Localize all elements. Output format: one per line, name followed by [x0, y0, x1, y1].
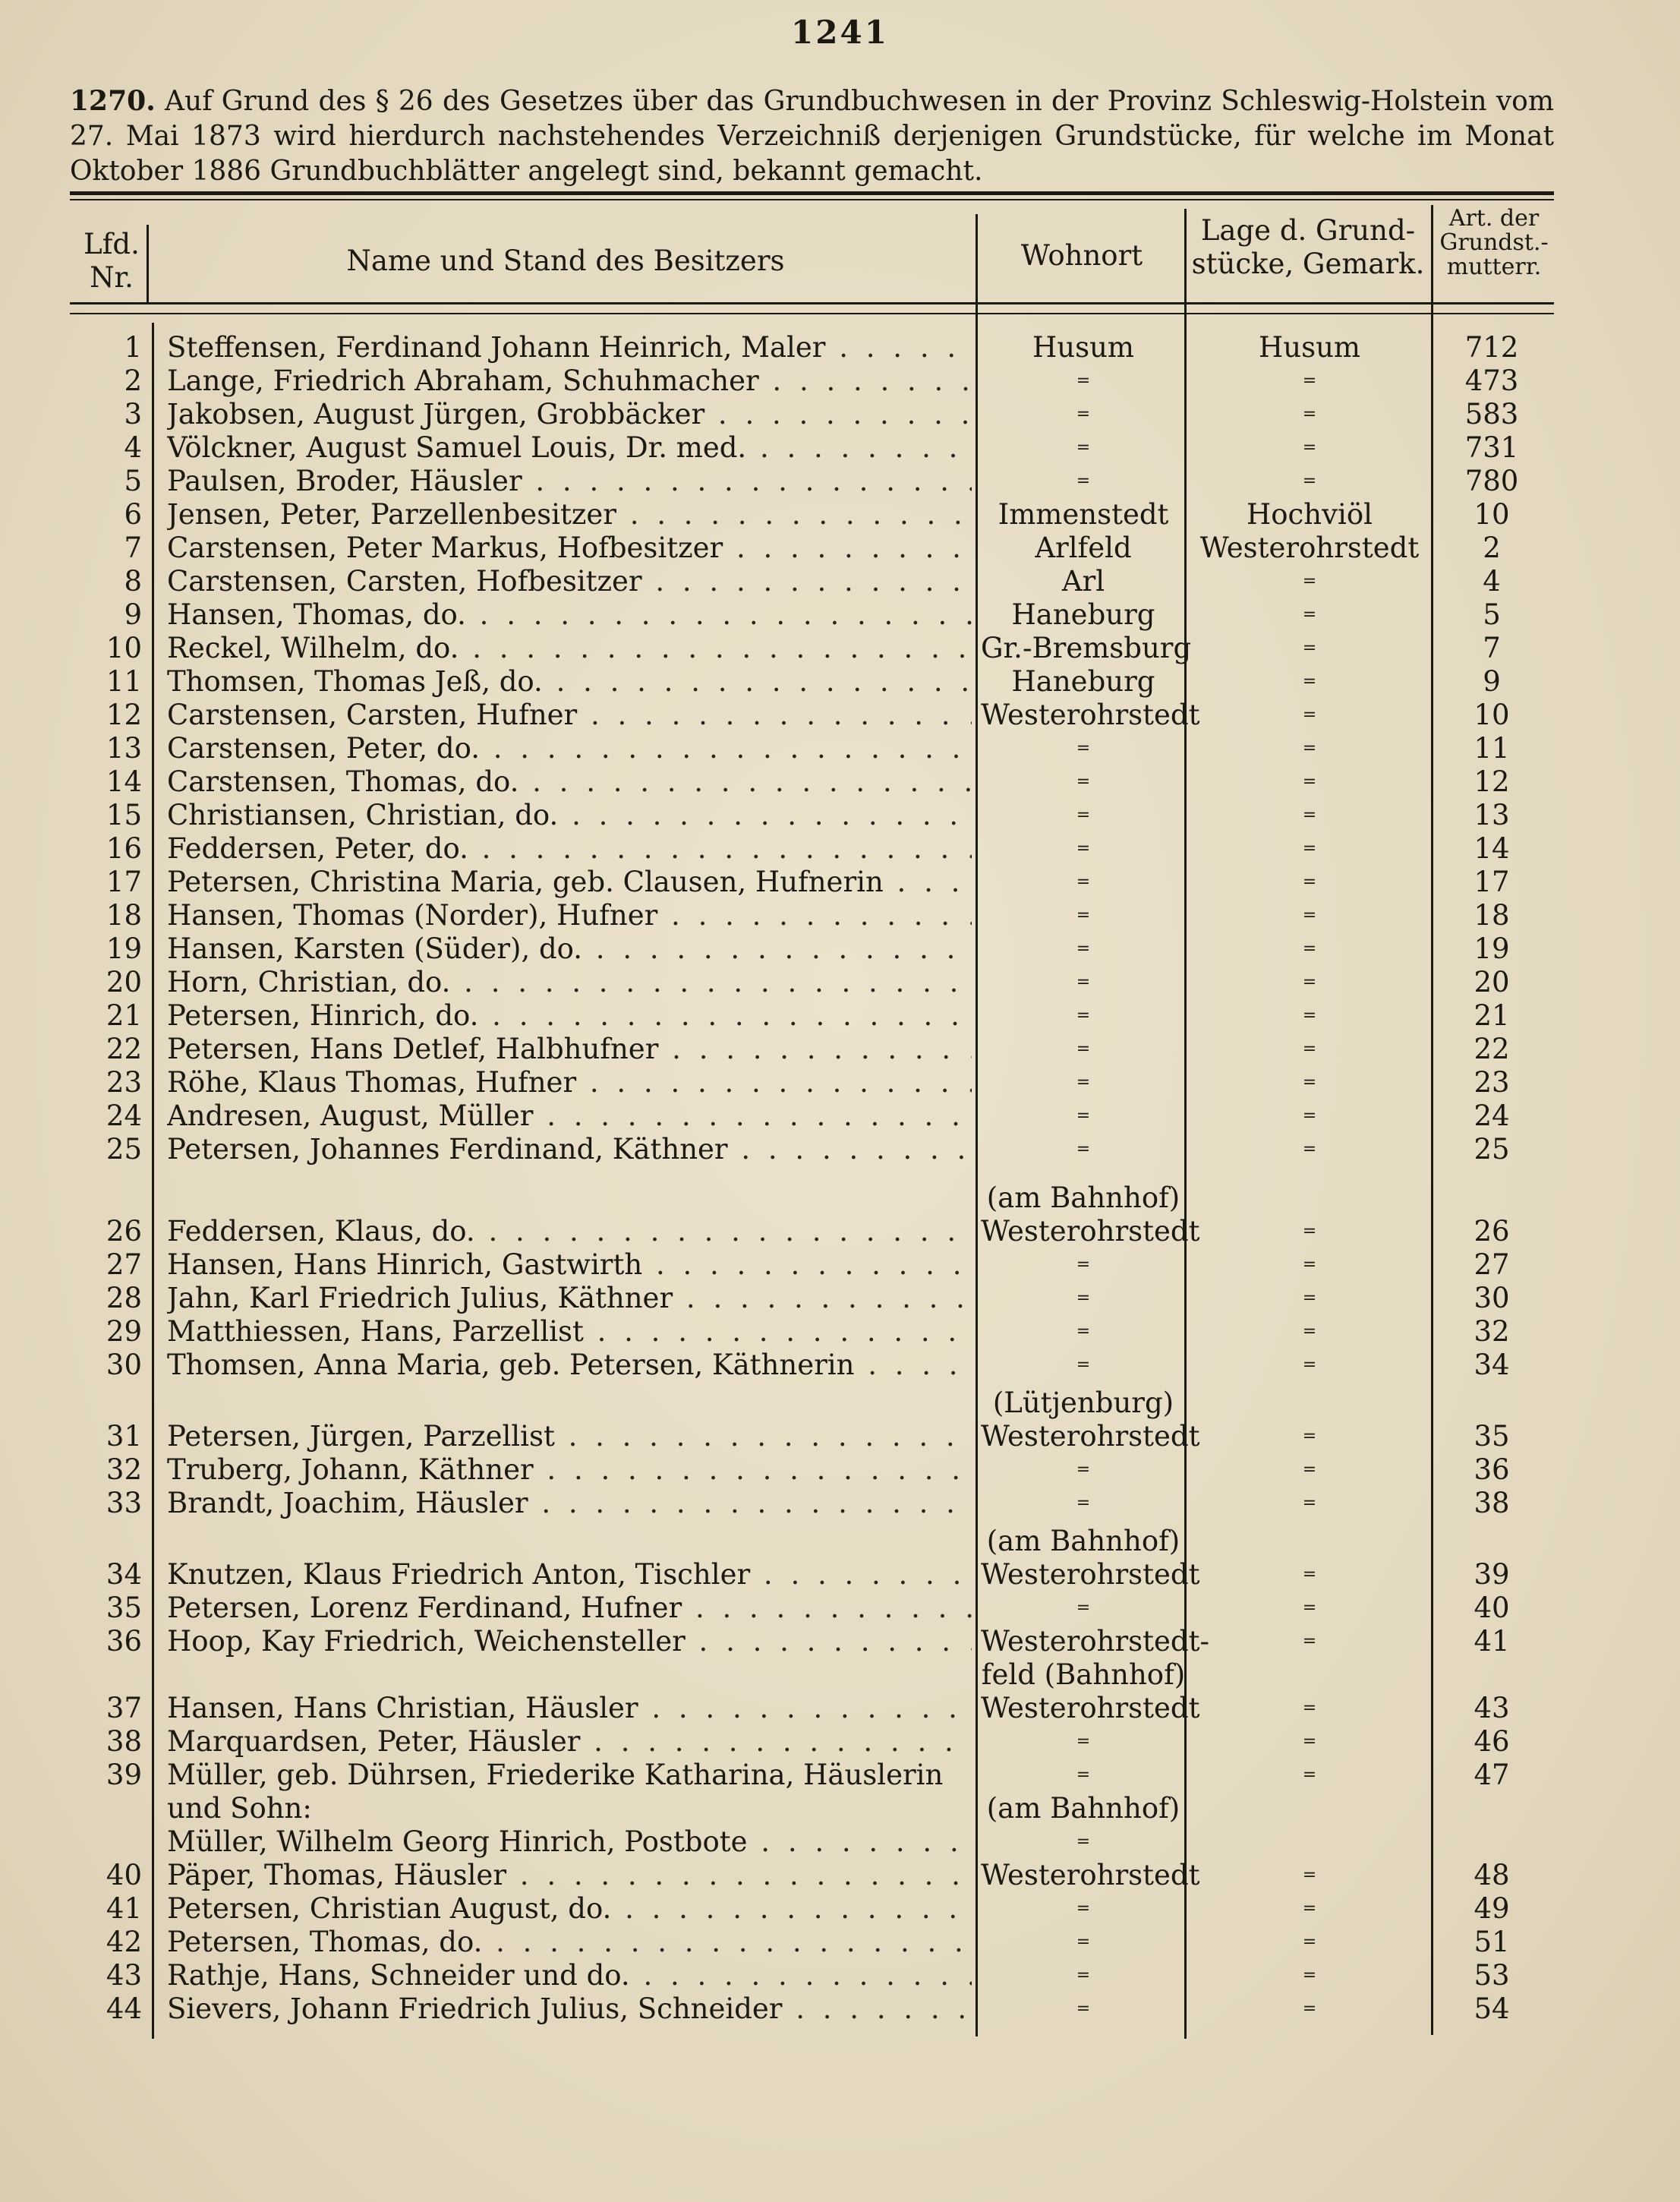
row-nr: 44: [106, 1992, 142, 2025]
row-art: 51: [1474, 1926, 1510, 1958]
row-nr: 43: [106, 1959, 142, 1992]
row-wohnort: =: [1076, 1899, 1091, 1918]
table-row: [0, 1181, 1680, 1215]
header-lage-line2: stücke, Gemark.: [1191, 248, 1425, 280]
row-nr: 2: [124, 364, 142, 397]
notice-number: 1270.: [70, 85, 156, 117]
row-art: 17: [1474, 866, 1510, 898]
row-wohnort: =: [1076, 1255, 1091, 1274]
row-wohnort: Westerohrstedt: [981, 699, 1200, 731]
row-art: 20: [1474, 966, 1510, 998]
table-row: [0, 1282, 1680, 1315]
row-lage: =: [1302, 806, 1317, 825]
table-row: [0, 1892, 1680, 1926]
table-row: [0, 431, 1680, 465]
table-row: [0, 1453, 1680, 1487]
table-row: [0, 999, 1680, 1033]
header-art-line1: Art. der: [1448, 205, 1540, 232]
row-wohnort: feld (Bahnhof): [981, 1658, 1186, 1691]
row-nr: 26: [106, 1215, 142, 1248]
row-lage: =: [1302, 839, 1317, 858]
row-art: 4: [1483, 565, 1501, 598]
header-lage: [1187, 214, 1429, 281]
table-row: [0, 1248, 1680, 1282]
row-lage: =: [1302, 772, 1317, 791]
row-nr: 3: [124, 398, 142, 431]
row-owner: Hoop, Kay Friedrich, Weichensteller . . .: [167, 1625, 972, 1658]
row-owner: Carstensen, Peter Markus, Hofbesitzer . . .: [167, 532, 972, 565]
row-owner: Petersen, Christina Maria, geb. Clausen, Hufnerin . . .: [167, 866, 972, 899]
row-nr: 29: [106, 1315, 142, 1348]
table-row: [0, 1992, 1680, 2026]
table-row: [0, 1926, 1680, 1959]
row-owner: Hansen, Hans Christian, Häusler . . .: [167, 1692, 972, 1725]
row-wohnort: =: [1076, 1765, 1091, 1784]
row-wohnort: Haneburg: [1011, 598, 1155, 631]
row-nr: 8: [124, 565, 142, 598]
row-owner: Carstensen, Thomas, do. . . .: [167, 765, 972, 799]
row-owner: Päper, Thomas, Häusler . . .: [167, 1859, 972, 1892]
header-wohnort: Wohnort: [1020, 239, 1143, 272]
row-nr: 17: [106, 866, 142, 898]
row-art: 9: [1483, 665, 1501, 698]
table-row: [0, 1792, 1680, 1825]
row-wohnort: =: [1076, 405, 1091, 424]
row-art: 12: [1474, 765, 1510, 798]
row-nr: 20: [106, 966, 142, 998]
row-lage: =: [1302, 1932, 1317, 1951]
row-nr: 25: [106, 1133, 142, 1166]
row-art: 53: [1474, 1959, 1510, 1992]
row-owner: Müller, Wilhelm Georg Hinrich, Postbote . . .: [167, 1825, 972, 1859]
row-art: 731: [1464, 431, 1519, 464]
row-lage: =: [1302, 639, 1317, 658]
row-art: 583: [1464, 398, 1519, 431]
row-wohnort: =: [1076, 1460, 1091, 1479]
row-art: 54: [1474, 1992, 1510, 2025]
row-wohnort: =: [1076, 1355, 1091, 1374]
header-nr-line2: Nr.: [90, 261, 134, 294]
row-owner: Marquardsen, Peter, Häusler . . .: [167, 1725, 972, 1759]
row-nr: 40: [106, 1859, 142, 1891]
row-art: 473: [1464, 364, 1519, 397]
row-owner: Thomsen, Anna Maria, geb. Petersen, Käthnerin . . .: [167, 1349, 972, 1382]
row-nr: 36: [106, 1625, 142, 1658]
header-top-rule-thin: [70, 199, 1554, 200]
row-wohnort: =: [1076, 1732, 1091, 1751]
row-owner: Röhe, Klaus Thomas, Hufner . . .: [167, 1066, 972, 1099]
row-art: 21: [1474, 999, 1510, 1032]
row-lage: =: [1302, 1039, 1317, 1058]
row-owner: Hansen, Thomas (Norder), Hufner . . .: [167, 899, 972, 932]
row-owner: Jahn, Karl Friedrich Julius, Käthner . . .: [167, 1282, 972, 1315]
row-wohnort: =: [1076, 1966, 1091, 1985]
table-row: [0, 765, 1680, 799]
header-top-rule-thick: [70, 191, 1554, 195]
row-nr: 15: [106, 799, 142, 831]
row-art: 22: [1474, 1033, 1510, 1065]
row-wohnort: (Lütjenburg): [992, 1387, 1174, 1419]
row-owner: Carstensen, Carsten, Hofbesitzer . . .: [167, 565, 972, 598]
table-row: [0, 1215, 1680, 1248]
row-nr: 34: [106, 1558, 142, 1591]
row-wohnort: Haneburg: [1011, 665, 1155, 698]
row-owner: Christiansen, Christian, do. . . .: [167, 799, 972, 832]
table-row: [0, 1592, 1680, 1625]
row-nr: 27: [106, 1248, 142, 1281]
row-wohnort: =: [1076, 772, 1091, 791]
table-row: [0, 1825, 1680, 1859]
row-owner: Paulsen, Broder, Häusler . . .: [167, 465, 972, 498]
row-wohnort: =: [1076, 973, 1091, 992]
row-nr: 12: [106, 699, 142, 731]
row-art: 24: [1474, 1099, 1510, 1132]
row-wohnort: (am Bahnhof): [986, 1181, 1180, 1214]
row-art: 11: [1474, 732, 1510, 765]
row-owner: Sievers, Johann Friedrich Julius, Schneider . . .: [167, 1992, 972, 2026]
table-row: [0, 1725, 1680, 1759]
row-wohnort: =: [1076, 872, 1091, 891]
table-row: [0, 799, 1680, 832]
row-art: 27: [1474, 1248, 1510, 1281]
row-wohnort: =: [1076, 438, 1091, 457]
row-lage: =: [1302, 906, 1317, 925]
header-bottom-rule: [70, 302, 1554, 304]
row-wohnort: =: [1076, 806, 1091, 825]
row-nr: 9: [124, 598, 142, 631]
row-wohnort: =: [1076, 739, 1091, 758]
row-art: 30: [1474, 1282, 1510, 1314]
row-wohnort: Westerohrstedt: [981, 1558, 1200, 1591]
table-row: [0, 866, 1680, 899]
table-row: [0, 1959, 1680, 1992]
row-nr: 37: [106, 1692, 142, 1724]
row-owner: Petersen, Jürgen, Parzellist . . .: [167, 1420, 972, 1453]
row-art: 36: [1474, 1453, 1510, 1486]
row-wohnort: Westerohrstedt: [981, 1859, 1200, 1891]
row-owner: und Sohn:: [167, 1792, 312, 1825]
row-nr: 7: [124, 532, 142, 564]
row-art: 18: [1474, 899, 1510, 932]
row-wohnort: =: [1076, 1598, 1091, 1617]
row-lage: =: [1302, 438, 1317, 457]
row-lage: =: [1302, 1866, 1317, 1885]
row-lage: =: [1302, 1460, 1317, 1479]
row-nr: 32: [106, 1453, 142, 1486]
row-nr: 42: [106, 1926, 142, 1958]
row-art: 712: [1464, 331, 1519, 364]
table-row: [0, 632, 1680, 665]
row-nr: 21: [106, 999, 142, 1032]
row-lage: =: [1302, 1966, 1317, 1985]
table-row: [0, 1387, 1680, 1420]
row-wohnort: =: [1076, 1932, 1091, 1951]
row-lage: =: [1302, 572, 1317, 591]
page-number: 1241: [791, 14, 889, 51]
table-row: [0, 1349, 1680, 1382]
row-owner: Hansen, Karsten (Süder), do. . . .: [167, 932, 972, 966]
row-lage: =: [1302, 973, 1317, 992]
row-nr: 35: [106, 1592, 142, 1624]
table-row: [0, 498, 1680, 532]
table-row: [0, 1133, 1680, 1166]
row-wohnort: =: [1076, 1006, 1091, 1025]
row-wohnort: =: [1076, 1832, 1091, 1851]
row-art: 25: [1474, 1133, 1510, 1166]
row-lage: Husum: [1259, 331, 1360, 364]
row-art: 47: [1474, 1759, 1510, 1791]
row-lage: =: [1302, 1222, 1317, 1241]
row-art: 43: [1474, 1692, 1510, 1724]
row-art: 49: [1474, 1892, 1510, 1925]
row-nr: 23: [106, 1066, 142, 1099]
row-lage: =: [1302, 1255, 1317, 1274]
row-lage: =: [1302, 672, 1317, 691]
row-lage: =: [1302, 1289, 1317, 1308]
row-nr: 19: [106, 932, 142, 965]
row-owner: Petersen, Hinrich, do. . . .: [167, 999, 972, 1033]
row-wohnort: (am Bahnhof): [986, 1792, 1180, 1825]
row-nr: 24: [106, 1099, 142, 1132]
row-lage: Westerohrstedt: [1199, 532, 1420, 564]
row-wohnort: (am Bahnhof): [986, 1525, 1180, 1557]
header-nr: [70, 228, 153, 295]
row-owner: Carstensen, Peter, do. . . .: [167, 732, 972, 765]
row-nr: 30: [106, 1349, 142, 1381]
row-nr: 41: [106, 1892, 142, 1925]
row-nr: 1: [124, 331, 142, 364]
row-lage: =: [1302, 939, 1317, 958]
row-lage: =: [1302, 1355, 1317, 1374]
row-lage: =: [1302, 1140, 1317, 1159]
table-row: [0, 331, 1680, 364]
row-art: 14: [1474, 832, 1510, 865]
row-art: 41: [1474, 1625, 1510, 1658]
row-nr: 4: [124, 431, 142, 464]
row-wohnort: =: [1076, 1999, 1091, 2018]
row-nr: 39: [106, 1759, 142, 1791]
row-art: 19: [1474, 932, 1510, 965]
row-wohnort: =: [1076, 371, 1091, 390]
table-row: [0, 1692, 1680, 1725]
row-art: 5: [1483, 598, 1501, 631]
row-owner: Jensen, Peter, Parzellenbesitzer . . .: [167, 498, 972, 532]
row-art: 46: [1474, 1725, 1510, 1758]
row-art: 10: [1474, 498, 1510, 531]
row-nr: 22: [106, 1033, 142, 1065]
table-row: [0, 699, 1680, 732]
row-owner: Feddersen, Peter, do. . . .: [167, 832, 972, 866]
row-lage: =: [1302, 1899, 1317, 1918]
row-art: 10: [1474, 699, 1510, 731]
row-lage: Hochviöl: [1247, 498, 1373, 531]
row-wohnort: Westerohrstedt: [981, 1215, 1200, 1248]
table-row: [0, 732, 1680, 765]
row-wohnort: Arl: [1061, 565, 1105, 598]
row-wohnort: Gr.-Bremsburg: [981, 632, 1192, 664]
row-owner: Reckel, Wilhelm, do. . . .: [167, 632, 972, 665]
row-art: 23: [1474, 1066, 1510, 1099]
row-lage: =: [1302, 1565, 1317, 1584]
row-nr: 33: [106, 1487, 142, 1519]
row-art: 32: [1474, 1315, 1510, 1348]
row-nr: 5: [124, 465, 142, 497]
row-nr: 6: [124, 498, 142, 531]
row-lage: =: [1302, 872, 1317, 891]
row-wohnort: =: [1076, 1322, 1091, 1341]
row-art: 35: [1474, 1420, 1510, 1453]
row-wohnort: Westerohrstedt: [981, 1692, 1200, 1724]
row-owner: Rathje, Hans, Schneider und do. . . .: [167, 1959, 972, 1992]
row-owner: Knutzen, Klaus Friedrich Anton, Tischler . . .: [167, 1558, 972, 1592]
row-wohnort: Westerohrstedt: [981, 1420, 1200, 1453]
row-owner: Müller, geb. Dührsen, Friederike Katharina, Häuslerin: [167, 1759, 944, 1791]
header-name: Name und Stand des Besitzers: [346, 244, 785, 277]
row-nr: 38: [106, 1725, 142, 1758]
row-owner: Hansen, Hans Hinrich, Gastwirth . . .: [167, 1248, 972, 1282]
row-art: 40: [1474, 1592, 1510, 1624]
row-wohnort: Arlfeld: [1035, 532, 1132, 564]
row-lage: =: [1302, 1732, 1317, 1751]
table-row: [0, 899, 1680, 932]
row-owner: Petersen, Lorenz Ferdinand, Hufner . . .: [167, 1592, 972, 1625]
row-owner: Hansen, Thomas, do. . . .: [167, 598, 972, 632]
row-wohnort: =: [1076, 472, 1091, 491]
row-lage: =: [1302, 405, 1317, 424]
row-art: 2: [1483, 532, 1501, 564]
table-row: [0, 1487, 1680, 1520]
row-owner: Petersen, Johannes Ferdinand, Käthner . . .: [167, 1133, 972, 1166]
row-wohnort: Westerohrstedt-: [981, 1625, 1209, 1658]
row-owner: Völckner, August Samuel Louis, Dr. med. . . .: [167, 431, 972, 465]
row-owner: Matthiessen, Hans, Parzellist . . .: [167, 1315, 972, 1349]
table-row: [0, 1525, 1680, 1558]
row-owner: Jakobsen, August Jürgen, Grobbäcker . . .: [167, 398, 972, 431]
table-row: [0, 465, 1680, 498]
row-lage: =: [1302, 1999, 1317, 2018]
row-nr: 28: [106, 1282, 142, 1314]
table-row: [0, 1066, 1680, 1099]
column-rule-nr: [147, 225, 149, 304]
row-owner: Truberg, Johann, Käthner . . .: [167, 1453, 972, 1487]
row-owner: Steffensen, Ferdinand Johann Heinrich, Maler . . .: [167, 331, 972, 364]
body-top-rule: [70, 313, 1554, 314]
row-nr: 14: [106, 765, 142, 798]
row-art: 780: [1464, 465, 1519, 497]
row-art: 13: [1474, 799, 1510, 831]
row-art: 39: [1474, 1558, 1510, 1591]
table-row: [0, 1033, 1680, 1066]
table-row: [0, 1099, 1680, 1133]
table-row: [0, 832, 1680, 866]
row-wohnort: =: [1076, 1494, 1091, 1513]
row-wohnort: =: [1076, 1289, 1091, 1308]
row-nr: 13: [106, 732, 142, 765]
row-lage: =: [1302, 1699, 1317, 1718]
row-owner: Brandt, Joachim, Häusler . . .: [167, 1487, 972, 1520]
row-wohnort: Immenstedt: [998, 498, 1169, 531]
row-lage: =: [1302, 1073, 1317, 1092]
row-art: 38: [1474, 1487, 1510, 1519]
row-owner: Thomsen, Thomas Jeß, do. . . .: [167, 665, 972, 699]
row-owner: Andresen, August, Müller . . .: [167, 1099, 972, 1133]
table-row: [0, 1859, 1680, 1892]
row-art: 26: [1474, 1215, 1510, 1248]
table-row: [0, 364, 1680, 398]
row-art: 34: [1474, 1349, 1510, 1381]
header-art: [1433, 207, 1555, 279]
row-lage: =: [1302, 1632, 1317, 1651]
row-lage: =: [1302, 1598, 1317, 1617]
row-owner: Petersen, Hans Detlef, Halbhufner . . .: [167, 1033, 972, 1066]
row-owner: Feddersen, Klaus, do. . . .: [167, 1215, 972, 1248]
row-wohnort: Husum: [1032, 331, 1134, 364]
table-row: [0, 665, 1680, 699]
row-owner: Petersen, Christian August, do. . . .: [167, 1892, 972, 1926]
table-row: [0, 1315, 1680, 1349]
header-art-line3: mutterr.: [1446, 254, 1542, 280]
row-lage: =: [1302, 705, 1317, 724]
intro-text: Auf Grund des § 26 des Gesetzes über das Grundbuchwesen in der Provinz Schleswig-Holstein vom 27. Mai 1873 wird hierdurch nachstehendes Verzeichniß derjenigen Grundstücke, für welche im Monat Oktober 1886 Grundbuchblätter angelegt sind, bekannt gemacht.: [70, 86, 1554, 187]
row-nr: 10: [106, 632, 142, 664]
table-row: [0, 1658, 1680, 1692]
row-wohnort: =: [1076, 1140, 1091, 1159]
header-art-line2: Grundst.-: [1439, 229, 1549, 256]
table-row: [0, 966, 1680, 999]
row-wohnort: =: [1076, 1106, 1091, 1125]
row-lage: =: [1302, 472, 1317, 491]
row-wohnort: =: [1076, 906, 1091, 925]
row-nr: 16: [106, 832, 142, 865]
header-lage-line1: Lage d. Grund-: [1200, 214, 1416, 247]
table-row: [0, 1625, 1680, 1658]
row-lage: =: [1302, 605, 1317, 624]
row-art: 7: [1483, 632, 1501, 664]
row-owner: Horn, Christian, do. . . .: [167, 966, 972, 999]
row-lage: =: [1302, 739, 1317, 758]
table-row: [0, 1558, 1680, 1592]
row-lage: =: [1302, 1427, 1317, 1446]
table-row: [0, 1420, 1680, 1453]
table-row: [0, 598, 1680, 632]
row-owner: Carstensen, Carsten, Hufner . . .: [167, 699, 972, 732]
row-lage: =: [1302, 1106, 1317, 1125]
row-nr: 18: [106, 899, 142, 932]
row-wohnort: =: [1076, 939, 1091, 958]
table-row: [0, 398, 1680, 431]
row-lage: =: [1302, 1494, 1317, 1513]
row-wohnort: =: [1076, 1039, 1091, 1058]
table-row: [0, 1759, 1680, 1792]
row-nr: 11: [106, 665, 142, 698]
row-lage: =: [1302, 1006, 1317, 1025]
table-row: [0, 565, 1680, 598]
row-wohnort: =: [1076, 839, 1091, 858]
row-nr: 31: [106, 1420, 142, 1453]
header-nr-line1: Lfd.: [84, 228, 140, 260]
row-lage: =: [1302, 1322, 1317, 1341]
row-wohnort: =: [1076, 1073, 1091, 1092]
table-row: [0, 932, 1680, 966]
row-owner: Petersen, Thomas, do. . . .: [167, 1926, 972, 1959]
table-row: [0, 532, 1680, 565]
row-lage: =: [1302, 371, 1317, 390]
intro-paragraph: [70, 84, 1554, 189]
row-art: 48: [1474, 1859, 1510, 1891]
row-lage: =: [1302, 1765, 1317, 1784]
row-owner: Lange, Friedrich Abraham, Schuhmacher . . .: [167, 364, 972, 398]
